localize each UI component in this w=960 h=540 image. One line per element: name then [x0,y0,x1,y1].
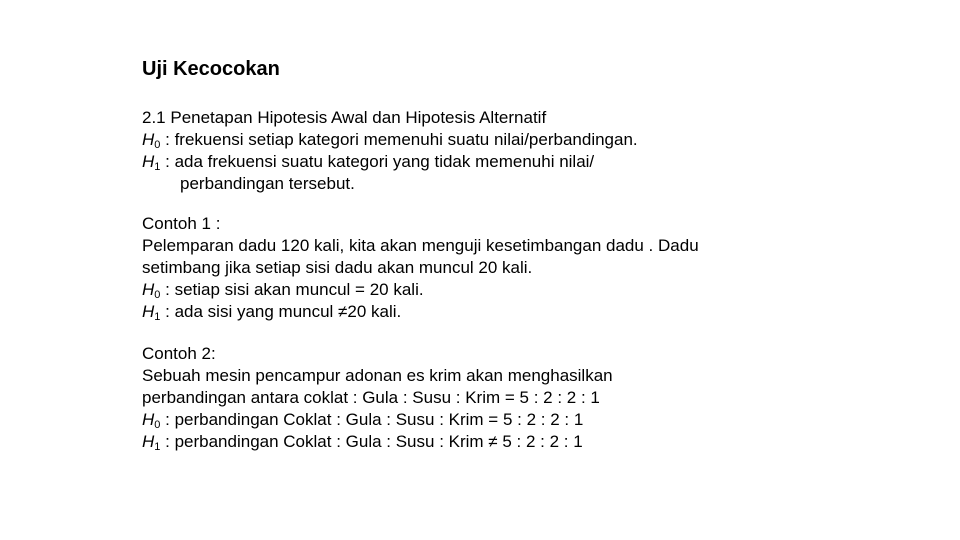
h0-symbol: $H_0$ [142,130,161,151]
example-2-heading: Contoh 2: [142,344,216,363]
h1-symbol: $H_1$ [142,432,161,453]
h0-symbol: $H_0$ [142,410,161,431]
alternative-hypothesis-continuation: perbandingan tersebut. [180,174,355,193]
example-1 [142,213,699,323]
example-2-null-hypothesis [142,409,613,431]
h1-text: : ada frekuensi suatu kategori yang tidak memenuhi nilai/ [160,152,595,171]
example-1-text-line: Pelemparan dadu 120 kali, kita akan menguji kesetimbangan dadu . Dadu [142,236,699,255]
example-2 [142,343,613,453]
example-2-text-line: Sebuah mesin pencampur adonan es krim akan menghasilkan [142,366,613,385]
example-1-alternative-hypothesis [142,301,699,323]
section-heading: 2.1 Penetapan Hipotesis Awal dan Hipotesis Alternatif [142,108,547,127]
h1-symbol: $H_1$ [142,302,161,323]
slide-title: Uji Kecocokan [142,58,280,80]
h1-text: : ada sisi yang muncul ≠20 kali. [160,302,402,321]
h0-text: : perbandingan Coklat : Gula : Susu : Krim = 5 : 2 : 2 : 1 [160,410,584,429]
h0-symbol: $H_0$ [142,280,161,301]
example-2-alternative-hypothesis [142,431,613,453]
example-2-text-line: perbandingan antara coklat : Gula : Susu : Krim = 5 : 2 : 2 : 1 [142,388,600,407]
h0-text: : frekuensi setiap kategori memenuhi suatu nilai/perbandingan. [160,130,638,149]
example-1-null-hypothesis [142,279,699,301]
example-1-text-line: setimbang jika setiap sisi dadu akan muncul 20 kali. [142,258,533,277]
example-1-heading: Contoh 1 : [142,214,221,233]
h1-symbol: $H_1$ [142,152,161,173]
h0-text: : setiap sisi akan muncul = 20 kali. [160,280,424,299]
null-hypothesis-line [142,129,638,151]
h1-text: : perbandingan Coklat : Gula : Susu : Krim ≠ 5 : 2 : 2 : 1 [160,432,583,451]
hypothesis-section [142,107,638,195]
alternative-hypothesis-line [142,151,638,173]
